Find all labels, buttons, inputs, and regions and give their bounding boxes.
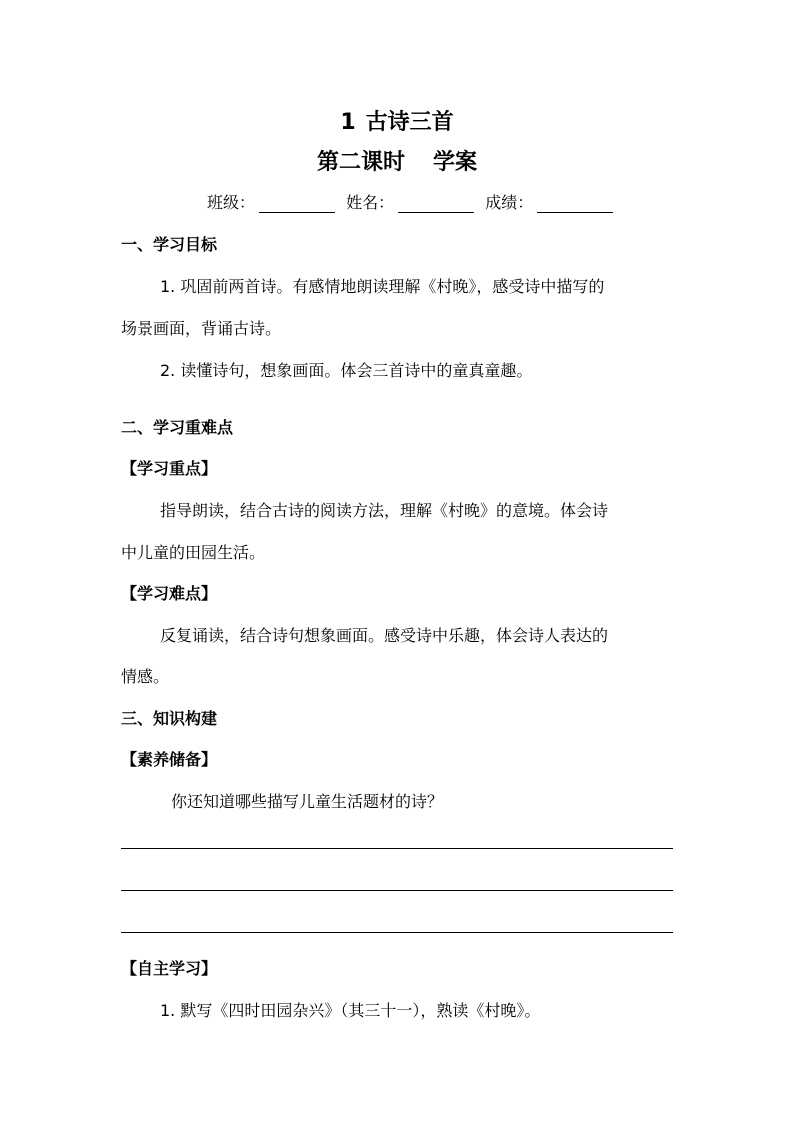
answer-line-2[interactable] (121, 890, 673, 891)
goal-item-1-line-2: 场景画面，背诵古诗。 (121, 319, 282, 338)
name-blank[interactable] (398, 195, 474, 213)
score-label: 成绩： (485, 193, 534, 212)
goal-item-2: 2. 读懂诗句，想象画面。体会三首诗中的童真童趣。 (160, 361, 533, 380)
class-blank[interactable] (259, 195, 335, 213)
class-label: 班级： (207, 193, 256, 212)
section-heading-key-points: 二、学习重难点 (121, 418, 234, 437)
subtitle-kind: 学案 (433, 150, 478, 175)
self-study-label: 【自主学习】 (121, 959, 218, 978)
name-label: 姓名： (346, 193, 395, 212)
goal-item-1-line-1: 1. 巩固前两首诗。有感情地朗读理解《村晚》，感受诗中描写的 (160, 277, 605, 296)
key-point-label: 【学习重点】 (121, 459, 218, 478)
lesson-number: 1 (340, 110, 356, 135)
key-point-line-2: 中儿童的田园生活。 (121, 543, 266, 562)
lesson-title (0, 105, 794, 136)
preparation-question: 你还知道哪些描写儿童生活题材的诗？ (171, 792, 444, 811)
difficult-point-line-1: 反复诵读，结合诗句想象画面。感受诗中乐趣，体会诗人表达的 (160, 626, 609, 645)
answer-line-3[interactable] (121, 932, 673, 933)
page-subtitle (0, 145, 794, 176)
difficult-point-line-2: 情感。 (121, 667, 170, 686)
key-point-line-1: 指导朗读，结合古诗的阅读方法，理解《村晚》的意境。体会诗 (160, 501, 609, 520)
score-blank[interactable] (537, 195, 613, 213)
answer-line-1[interactable] (121, 848, 673, 849)
difficult-point-label: 【学习难点】 (121, 584, 218, 603)
section-heading-knowledge: 三、知识构建 (121, 709, 218, 728)
student-info-row (207, 190, 619, 213)
subtitle-period: 第二课时 (316, 150, 405, 175)
self-study-item-1: 1. 默写《四时田园杂兴》（其三十一），熟读《村晚》。 (160, 1001, 541, 1020)
lesson-title-text: 古诗三首 (365, 110, 454, 135)
preparation-label: 【素养储备】 (121, 750, 218, 769)
section-heading-goals: 一、学习目标 (121, 235, 218, 254)
